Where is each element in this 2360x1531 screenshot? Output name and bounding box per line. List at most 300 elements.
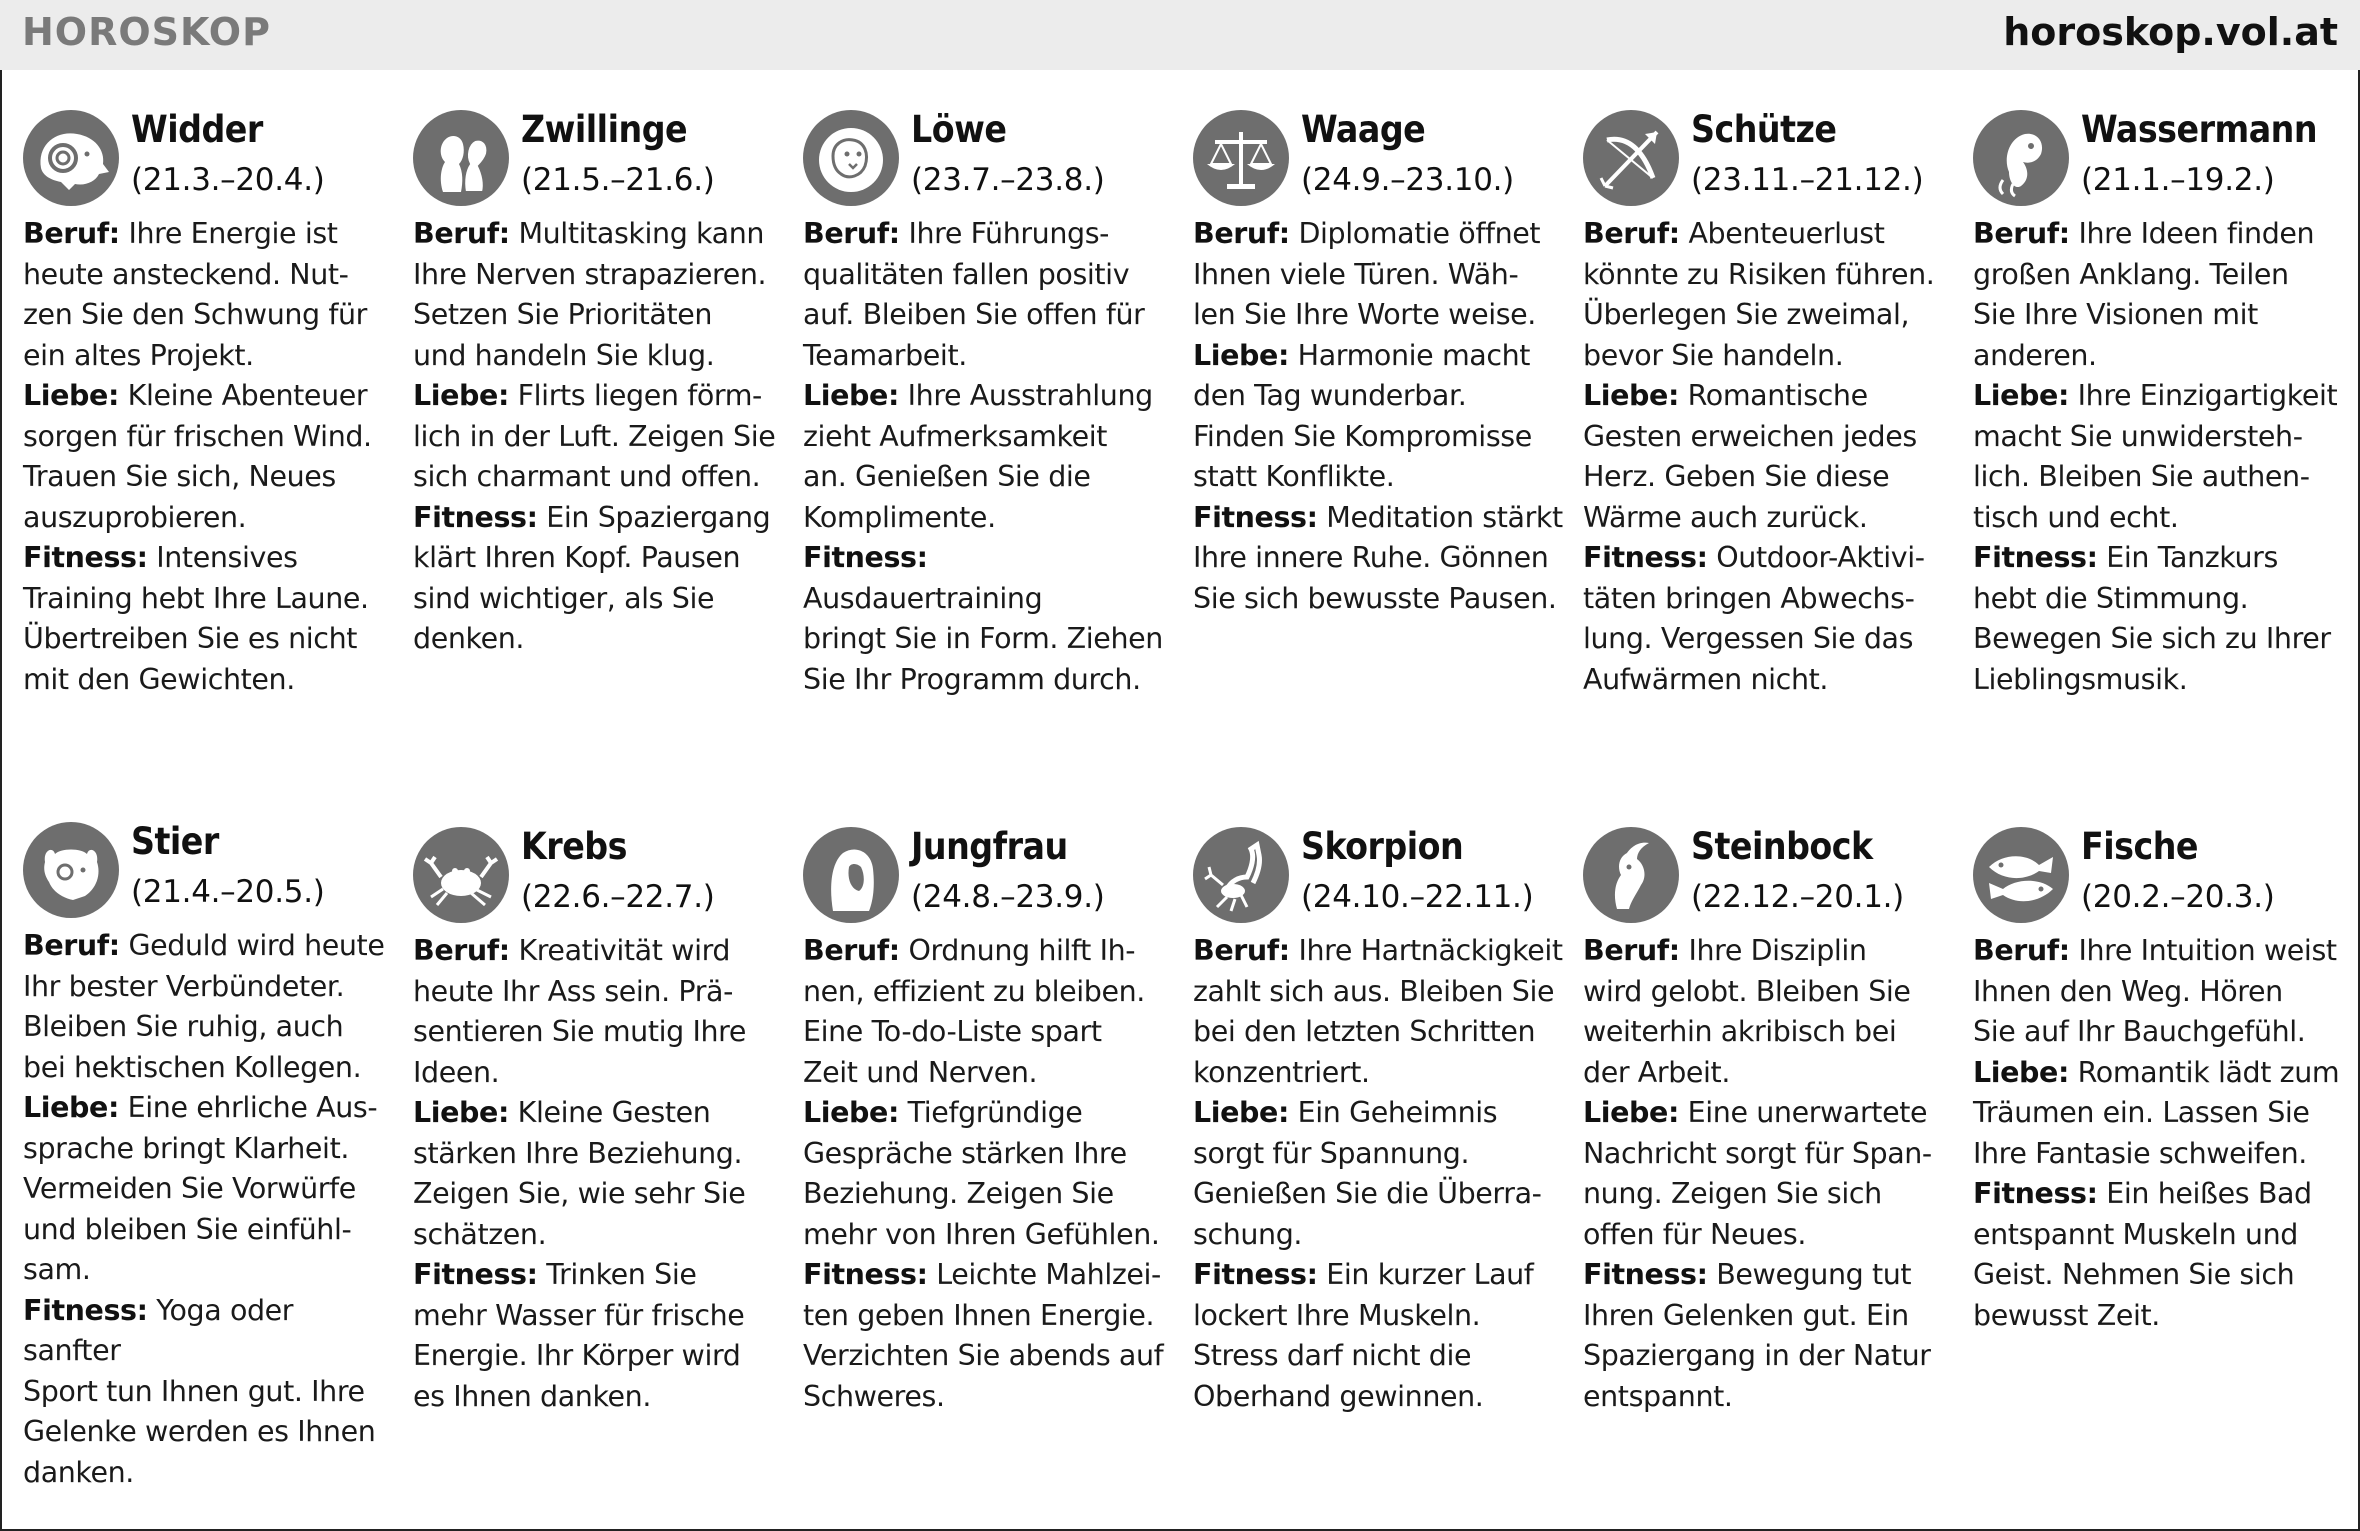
text-segment: macht Sie unwidersteh- [1973, 419, 2303, 453]
text-line [1583, 579, 1953, 620]
text-segment: Ihre Nerven strapazieren. [413, 257, 767, 291]
text-line [803, 972, 1173, 1013]
category-label: Beruf: [413, 217, 510, 250]
crab-icon [413, 827, 509, 923]
lion-icon [803, 110, 899, 206]
text-segment: tisch und echt. [1973, 500, 2179, 534]
text-segment: heute ansteckend. Nut- [23, 257, 349, 291]
text-line [23, 538, 393, 579]
text-segment: und handeln Sie klug. [413, 338, 715, 372]
text-line [1973, 376, 2343, 417]
text-segment: Yoga oder sanfter [23, 1293, 294, 1367]
category-label: Fitness: [803, 541, 928, 574]
text-line [413, 1174, 783, 1215]
sign-card-schütze [1583, 110, 1953, 700]
text-line [1193, 1093, 1563, 1134]
text-line [23, 619, 393, 660]
category-label: Liebe: [803, 1096, 899, 1129]
text-line [413, 214, 783, 255]
category-label: Beruf: [1583, 934, 1680, 967]
text-segment: Leichte Mahlzei- [927, 1258, 1161, 1291]
text-line [803, 1174, 1173, 1215]
category-label: Beruf: [413, 934, 510, 967]
text-line [1583, 538, 1953, 579]
category-label: Fitness: [23, 1293, 148, 1327]
text-line [803, 1134, 1173, 1175]
sign-name: Steinbock [1691, 825, 1873, 868]
text-segment: Geist. Nehmen Sie sich [1973, 1258, 2295, 1291]
category-label: Liebe: [1973, 1055, 2069, 1089]
text-segment: nung. Zeigen Sie sich [1583, 1177, 1882, 1210]
text-segment: schung. [1193, 1217, 1303, 1251]
text-segment: bringt Sie in Form. Ziehen [803, 622, 1163, 655]
category-label: Beruf: [1973, 217, 2070, 250]
sign-card-jungfrau [803, 827, 1173, 1417]
text-line [1583, 931, 1953, 972]
text-line [1583, 1336, 1953, 1377]
text-line [1973, 1296, 2343, 1337]
text-line [803, 1255, 1173, 1296]
sign-text [1193, 931, 1563, 1417]
text-segment: Eine ehrliche Aus- [119, 1091, 378, 1124]
sign-card-fische [1973, 827, 2343, 1336]
text-segment: Ihren Gelenken gut. Ein [1583, 1298, 1909, 1332]
sign-header [1583, 110, 1953, 214]
text-segment: Vermeiden Sie Vorwürfe [23, 1172, 356, 1205]
text-line [803, 295, 1173, 336]
text-line [413, 417, 783, 458]
category-label: Fitness: [413, 1258, 538, 1291]
text-segment: lung. Vergessen Sie das [1583, 622, 1914, 655]
text-segment: Ihre Fantasie schweifen. [1973, 1136, 2307, 1170]
text-segment: Gesten erweichen jedes [1583, 419, 1917, 453]
text-segment: Ein Tanzkurs [2097, 541, 2278, 574]
sign-header [803, 827, 1173, 931]
text-segment: Ein heißes Bad [2097, 1177, 2312, 1210]
text-segment: heute Ihr Ass sein. Prä- [413, 974, 733, 1008]
text-segment: Ihre Führungs- [899, 217, 1110, 250]
category-label: Beruf: [1583, 217, 1680, 250]
sign-text [23, 926, 393, 1493]
text-segment: Sie sich bewusste Pausen. [1193, 581, 1557, 615]
sign-dates: (23.7.–23.8.) [911, 162, 1105, 198]
text-line [803, 1336, 1173, 1377]
sign-header [1973, 110, 2343, 214]
text-segment: und bleiben Sie einfühl- [23, 1212, 352, 1246]
category-label: Fitness: [23, 541, 148, 574]
sign-dates: (21.4.–20.5.) [131, 874, 325, 910]
text-segment: qualitäten fallen positiv [803, 257, 1130, 291]
text-line [413, 1093, 783, 1134]
text-segment: Stress darf nicht die [1193, 1339, 1472, 1372]
text-line [803, 1377, 1173, 1418]
text-segment: Spaziergang in der Natur [1583, 1339, 1931, 1372]
text-segment: Sport tun Ihnen gut. Ihre [23, 1374, 365, 1408]
text-line [23, 457, 393, 498]
text-line [803, 255, 1173, 296]
text-line [1193, 336, 1563, 377]
sign-text [1583, 214, 1953, 700]
sign-text [1583, 931, 1953, 1417]
text-line [23, 926, 393, 967]
text-line [1973, 660, 2343, 701]
text-line [1193, 1134, 1563, 1175]
text-segment: lockert Ihre Muskeln. [1193, 1298, 1481, 1332]
sign-text [23, 214, 393, 700]
text-line [1973, 579, 2343, 620]
text-line [1193, 498, 1563, 539]
sign-name: Krebs [521, 825, 627, 868]
text-line [803, 457, 1173, 498]
text-line [23, 376, 393, 417]
sign-card-skorpion [1193, 827, 1563, 1417]
text-line [1583, 295, 1953, 336]
text-line [23, 255, 393, 296]
text-segment: Sie Ihre Visionen mit [1973, 298, 2258, 331]
text-line [1193, 255, 1563, 296]
text-line [23, 417, 393, 458]
text-segment: Bleiben Sie ruhig, auch [23, 1010, 344, 1043]
text-segment: Trauen Sie sich, Neues [23, 460, 336, 493]
text-line [413, 498, 783, 539]
sign-name: Fische [2081, 825, 2198, 868]
text-segment: Ihnen viele Türen. Wäh- [1193, 257, 1519, 291]
text-segment: Energie. Ihr Körper wird [413, 1339, 741, 1372]
text-segment: Zeigen Sie, wie sehr Sie [413, 1177, 746, 1210]
text-line [1973, 417, 2343, 458]
text-line [803, 538, 1173, 619]
text-segment: Genießen Sie die Überra- [1193, 1177, 1542, 1210]
text-line [803, 417, 1173, 458]
text-segment: Ihre Ausstrahlung [899, 379, 1153, 412]
text-segment: Komplimente. [803, 500, 996, 534]
sign-card-krebs [413, 827, 783, 1417]
category-label: Liebe: [803, 379, 899, 412]
text-line [23, 1048, 393, 1089]
text-line [1973, 457, 2343, 498]
text-segment: Lieblingsmusik. [1973, 662, 2188, 696]
text-line [1973, 619, 2343, 660]
text-line [413, 255, 783, 296]
text-line [1583, 214, 1953, 255]
text-line [23, 1291, 393, 1372]
text-segment: bei den letzten Schritten [1193, 1015, 1536, 1048]
text-segment: Tiefgründige [899, 1096, 1083, 1129]
category-label: Fitness: [1193, 1258, 1318, 1291]
text-segment: Ihre innere Ruhe. Gönnen [1193, 541, 1549, 574]
sign-card-widder [23, 110, 393, 700]
text-line [1583, 1134, 1953, 1175]
text-line [1973, 1053, 2343, 1094]
category-label: Fitness: [803, 1258, 928, 1291]
category-label: Fitness: [1973, 541, 2098, 574]
text-segment: auf. Bleiben Sie offen für [803, 298, 1145, 331]
text-line [23, 1372, 393, 1413]
text-segment: Bewegung tut [1707, 1258, 1912, 1291]
text-line [1583, 660, 1953, 701]
text-line [1583, 1296, 1953, 1337]
sign-dates: (21.5.–21.6.) [521, 162, 715, 198]
text-line [1583, 1053, 1953, 1094]
sign-dates: (21.1.–19.2.) [2081, 162, 2275, 198]
text-segment: Oberhand gewinnen. [1193, 1379, 1484, 1413]
sign-card-steinbock [1583, 827, 1953, 1417]
text-line [1583, 457, 1953, 498]
text-line [1583, 336, 1953, 377]
text-segment: Sie Ihr Programm durch. [803, 662, 1141, 696]
category-label: Fitness: [1193, 500, 1318, 534]
text-segment: sam. [23, 1253, 91, 1286]
text-line [1583, 255, 1953, 296]
sign-text [803, 931, 1173, 1417]
text-segment: auszuprobieren. [23, 500, 247, 534]
text-segment: Kreativität wird [509, 934, 731, 967]
text-line [413, 1255, 783, 1296]
text-segment: Sie auf Ihr Bauchgefühl. [1973, 1015, 2306, 1048]
text-segment: bevor Sie handeln. [1583, 338, 1844, 372]
text-segment: Ihre Ideen finden [2069, 217, 2315, 250]
text-segment: Romantische [1679, 379, 1868, 412]
text-segment: Schweres. [803, 1379, 945, 1413]
category-label: Beruf: [803, 934, 900, 967]
text-segment: mehr von Ihren Gefühlen. [803, 1217, 1160, 1251]
text-segment: Multitasking kann [509, 217, 765, 250]
category-label: Beruf: [23, 929, 120, 962]
text-line [1973, 1255, 2343, 1296]
text-segment: mehr Wasser für frische [413, 1298, 745, 1332]
category-label: Fitness: [413, 500, 538, 534]
text-line [803, 931, 1173, 972]
sign-dates: (21.3.–20.4.) [131, 162, 325, 198]
text-segment: weiterhin akribisch bei [1583, 1015, 1897, 1048]
text-line [1583, 1255, 1953, 1296]
text-segment: Beziehung. Zeigen Sie [803, 1177, 1114, 1210]
text-line [803, 619, 1173, 660]
text-segment: Kleine Gesten [509, 1096, 711, 1129]
text-line [23, 295, 393, 336]
text-segment: Harmonie macht [1289, 338, 1531, 372]
text-segment: Träumen ein. Lassen Sie [1973, 1096, 2310, 1129]
text-segment: den Tag wunderbar. [1193, 379, 1467, 412]
sign-header [413, 827, 783, 931]
archer-icon [1583, 110, 1679, 206]
text-line [1193, 1174, 1563, 1215]
sign-header [413, 110, 783, 214]
text-segment: sich charmant und offen. [413, 460, 761, 493]
fish-icon [1973, 827, 2069, 923]
text-segment: Intensives [147, 541, 298, 574]
category-label: Beruf: [23, 217, 120, 250]
text-segment: statt Konflikte. [1193, 460, 1395, 493]
sign-name: Skorpion [1301, 825, 1464, 868]
text-line [413, 336, 783, 377]
sign-header [1193, 110, 1563, 214]
text-line [1973, 1134, 2343, 1175]
text-segment: Geduld wird heute [119, 929, 385, 962]
text-line [413, 1012, 783, 1053]
text-line [1193, 1336, 1563, 1377]
sign-dates: (24.8.–23.9.) [911, 879, 1105, 915]
sign-card-löwe [803, 110, 1173, 700]
header-bar [0, 0, 2360, 70]
category-label: Beruf: [1193, 934, 1290, 967]
text-line [413, 1296, 783, 1337]
sign-card-zwillinge [413, 110, 783, 660]
text-segment: sorgen für frischen Wind. [23, 419, 372, 453]
text-line [413, 619, 783, 660]
text-line [23, 498, 393, 539]
text-segment: Kleine Abenteuer [119, 379, 368, 412]
text-segment: Outdoor-Aktivi- [1707, 541, 1925, 574]
text-line [1583, 376, 1953, 417]
ram-icon [23, 110, 119, 206]
category-label: Liebe: [1583, 1096, 1679, 1129]
text-segment: offen für Neues. [1583, 1217, 1806, 1251]
text-segment: Bewegen Sie sich zu Ihrer [1973, 622, 2331, 655]
text-segment: sentieren Sie mutig Ihre [413, 1015, 746, 1048]
sign-text [1973, 931, 2343, 1336]
sign-dates: (24.10.–22.11.) [1301, 879, 1534, 915]
text-line [1973, 1174, 2343, 1215]
text-line [23, 214, 393, 255]
sign-card-wassermann [1973, 110, 2343, 700]
text-line [1193, 579, 1563, 620]
bull-icon [23, 822, 119, 918]
text-line [23, 1453, 393, 1494]
text-segment: len Sie Ihre Worte weise. [1193, 298, 1536, 331]
sign-name: Schütze [1691, 108, 1837, 151]
text-segment: großen Anklang. Teilen [1973, 257, 2289, 291]
text-line [1583, 1012, 1953, 1053]
text-line [413, 1336, 783, 1377]
text-line [803, 1012, 1173, 1053]
text-segment: könnte zu Risiken führen. [1583, 257, 1935, 291]
text-line [1973, 538, 2343, 579]
text-segment: Diplomatie öffnet [1289, 217, 1541, 250]
text-segment: konzentriert. [1193, 1055, 1370, 1089]
text-line [1583, 1174, 1953, 1215]
text-line [803, 1215, 1173, 1256]
sign-card-waage [1193, 110, 1563, 619]
text-line [1583, 498, 1953, 539]
text-line [803, 376, 1173, 417]
text-segment: schätzen. [413, 1217, 547, 1251]
capricorn-icon [1583, 827, 1679, 923]
text-segment: Flirts liegen förm- [509, 379, 762, 412]
text-segment: Ein Geheimnis [1289, 1096, 1498, 1129]
twins-icon [413, 110, 509, 206]
site-url: horoskop.vol.at [2003, 10, 2338, 54]
text-line [803, 1093, 1173, 1134]
text-line [1193, 1053, 1563, 1094]
text-segment: Eine To-do-Liste spart [803, 1015, 1102, 1048]
text-line [23, 1088, 393, 1129]
text-line [23, 1210, 393, 1251]
sign-name: Stier [131, 820, 219, 863]
text-line [23, 336, 393, 377]
text-line [1583, 619, 1953, 660]
text-line [803, 1053, 1173, 1094]
text-segment: Romantik lädt zum [2069, 1055, 2340, 1089]
text-segment: Ausdauertraining [803, 581, 1043, 615]
text-segment: bewusst Zeit. [1973, 1298, 2160, 1332]
sign-text [1193, 214, 1563, 619]
sign-header [1193, 827, 1563, 931]
scorpion-icon [1193, 827, 1289, 923]
text-line [1193, 1255, 1563, 1296]
category-label: Liebe: [23, 379, 119, 412]
text-line [1193, 214, 1563, 255]
category-label: Liebe: [1193, 338, 1289, 372]
text-segment: täten bringen Abwechs- [1583, 581, 1915, 615]
sign-header [23, 822, 393, 926]
sign-header [1973, 827, 2343, 931]
category-label: Liebe: [23, 1091, 119, 1124]
text-segment: Wärme auch zurück. [1583, 500, 1868, 534]
text-line [1193, 931, 1563, 972]
text-line [1973, 972, 2343, 1013]
category-label: Liebe: [413, 379, 509, 412]
text-segment: Eine unerwartete [1679, 1096, 1928, 1129]
text-line [803, 214, 1173, 255]
category-label: Fitness: [1973, 1177, 2098, 1210]
text-line [23, 1129, 393, 1170]
text-segment: Überlegen Sie zweimal, [1583, 298, 1910, 331]
text-line [1193, 538, 1563, 579]
text-line [1583, 1093, 1953, 1134]
text-segment: denken. [413, 622, 525, 655]
sign-header [23, 110, 393, 214]
text-line [413, 295, 783, 336]
text-segment: Ihre Disziplin [1679, 934, 1867, 967]
text-segment: wird gelobt. Bleiben Sie [1583, 974, 1911, 1008]
text-segment: Gespräche stärken Ihre [803, 1136, 1127, 1170]
text-line [1973, 295, 2343, 336]
text-segment: sind wichtiger, als Sie [413, 581, 715, 615]
text-segment: Ein Spaziergang [537, 500, 771, 534]
text-line [23, 1169, 393, 1210]
text-line [1973, 931, 2343, 972]
text-line [1583, 1215, 1953, 1256]
sign-header [803, 110, 1173, 214]
text-segment: Training hebt Ihre Laune. [23, 581, 369, 615]
sign-header [1583, 827, 1953, 931]
text-segment: Ihre Hartnäckigkeit [1289, 934, 1563, 967]
text-segment: an. Genießen Sie die [803, 460, 1091, 493]
text-line [1583, 1377, 1953, 1418]
text-segment: danken. [23, 1455, 134, 1489]
text-line [1973, 1215, 2343, 1256]
text-line [23, 1007, 393, 1048]
sign-name: Waage [1301, 108, 1426, 151]
sign-card-stier [23, 822, 393, 1493]
text-line [413, 972, 783, 1013]
sign-dates: (22.6.–22.7.) [521, 879, 715, 915]
text-line [1583, 417, 1953, 458]
text-segment: Übertreiben Sie es nicht [23, 622, 358, 655]
text-segment: lich. Bleiben Sie authen- [1973, 460, 2310, 493]
category-label: Fitness: [1583, 541, 1708, 574]
text-segment: Zeit und Nerven. [803, 1055, 1038, 1089]
text-line [413, 1134, 783, 1175]
text-line [1973, 1012, 2343, 1053]
section-title: HOROSKOP [22, 10, 271, 54]
sign-text [413, 931, 783, 1417]
text-line [23, 967, 393, 1008]
sign-name: Löwe [911, 108, 1007, 151]
text-line [803, 1296, 1173, 1337]
category-label: Liebe: [1973, 379, 2069, 412]
